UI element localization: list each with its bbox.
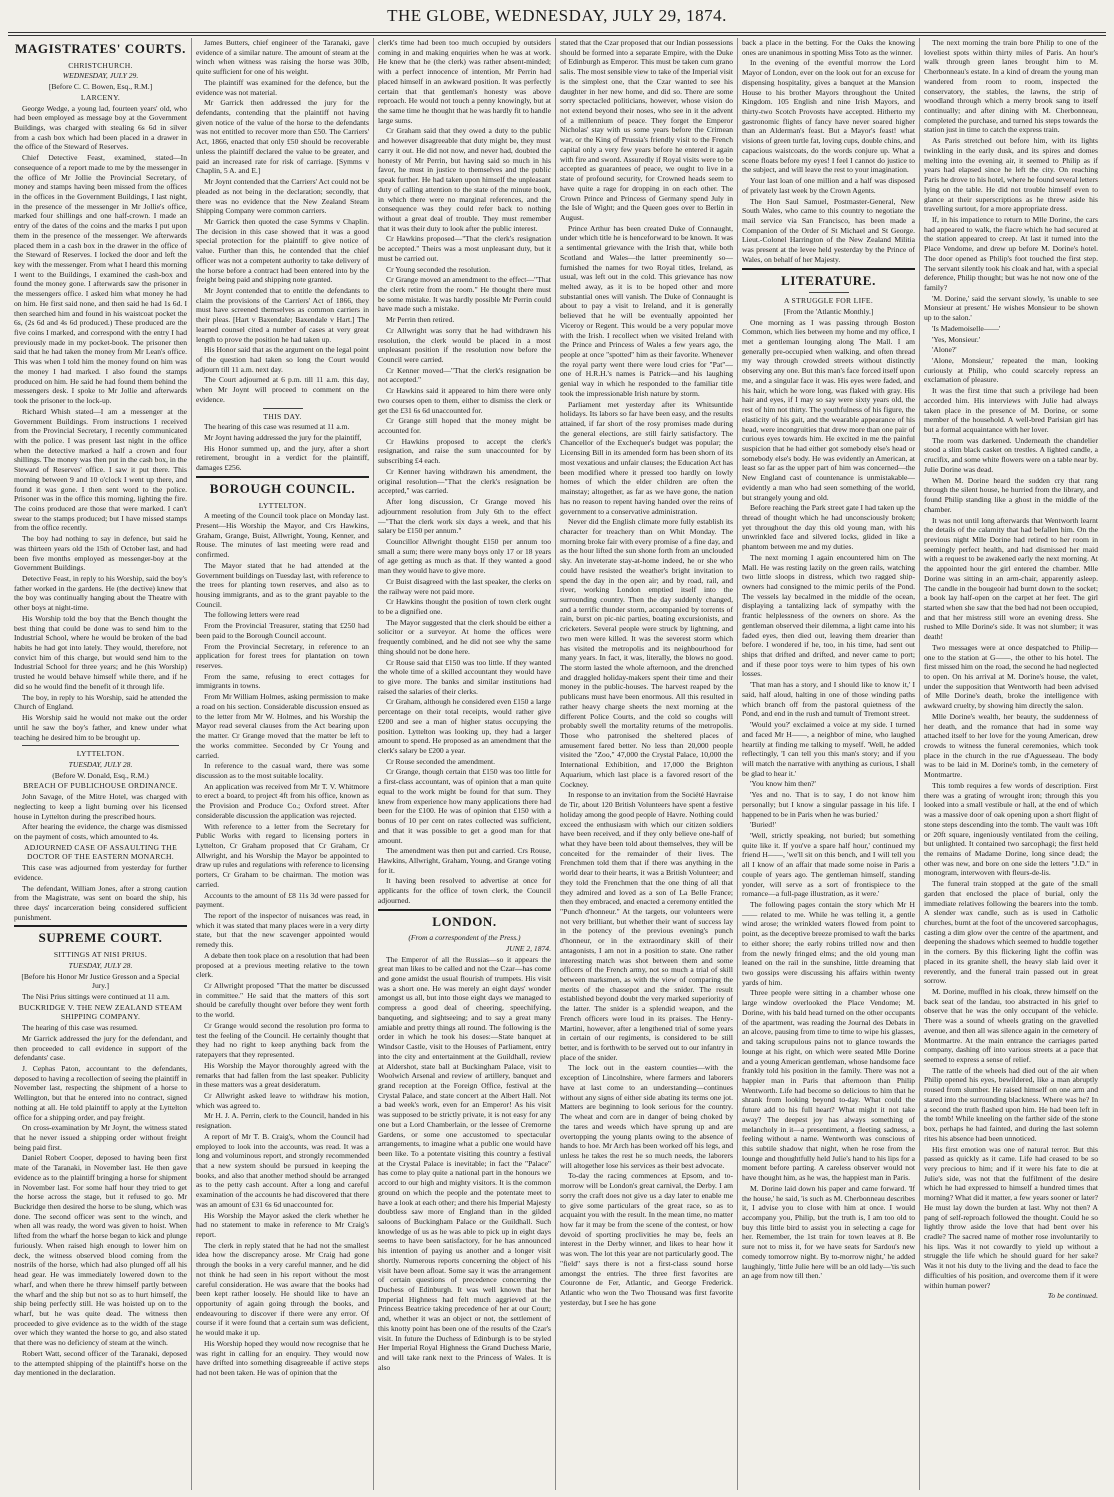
paragraph: 'You know him then?' [750, 779, 816, 789]
paragraph: Cr Kenner moved—"That the clerk's resignation be not accepted." [378, 365, 551, 385]
paragraph: It was not until long afterwards that Wentworth learnt the details of the calamity that had befallen him. On the previous night Mlle Dorine had retired to her room in seemingly perfect health, and had dismissed her maid with a request to be awakened early the next morning. At the appointed hour the girl entered the chamber. Mlle Dorine was sitting in an arm-chair, apparently asleep. The candle in the bougeoir had burnt down to the socket; a book lay half-open on the carpet at her feet. The girl started when she saw that the bed had not been occupied, and that her mistress still wore an evening dress. She rushed to Mlle Dorine's side. It was not slumber; it was death! [924, 515, 1098, 642]
paragraph: From the Provincial Treasurer, stating that £250 had been paid to the Borough Council account. [196, 621, 369, 640]
paragraph: 'Buried!' [750, 820, 776, 830]
paragraph: The next morning I again encountered him on The Mall. He was resting lazily on the green rails, watching two little sloops in distress, which two ragged ship-owners had consigned to the mimic perils of the Pond. The vessels lay becalmed in the middle of the ocean, displaying a tantalizing lack of sympathy with the frantic helplessness of the owners on shore. As the gentleman observed their dilemma, a light came into his faded eyes, then died out, leaving them drearier than before. I wondered if he, too, in his time, had sent out ships that drifted and drifted, and never came to port; and if these poor toys were to him types of his own losses. [742, 552, 915, 679]
paragraph: His Worship hoped they would now recognise that he was right in calling for an enquiry. They would now have drifted into something disagreeable if active steps had not been taken. He was of opinion that the [196, 1338, 369, 1378]
subheading: A STRUGGLE FOR LIFE. [783, 296, 874, 306]
paragraph: From Mr William Holmes, asking permission to make a road on his section. Considerable discussion ensued as to the letter from Mr W. Holmes, and his Worship the Mayor read several clauses from the Act bearing upon the matter. Cr Grange moved that the matter be left to the works committee. Seconded by Cr Young and carried. [196, 692, 369, 760]
column-5 [738, 38, 920, 1490]
paragraph: Cr Buist disagreed with the last speaker, the clerks on the railway were not paid more. [378, 576, 551, 596]
paragraph: The next morning the train bore Philip to one of the loveliest spots within thirty miles of Paris. An hour's walk through green lanes brought him to M. Cherbonneau's estate. In a kind of dream the young man wandered from room to room, inspected the conservatory, the stables, the lawns, the strip of woodland through which a merry brook sang to itself continually; and after dining with M. Cherbonneau, completed the purchase, and turned his steps towards the station just in time to catch the express train. [924, 38, 1098, 135]
paragraph: Cr Grange still hoped that the money might be accounted for. [378, 416, 551, 436]
paragraph: Mr Garrick then quoted the case Symms v Chaplin. The decision in this case showed that it was a good special protection for the plaintiff to give notice of value. Further than this, he contended that the chief officer was not a competent authority to take delivery of the horse before a contract had been entered into by the freight being paid and shipping note granted. [196, 216, 369, 285]
paragraph: John Savage, of the Mitre Hotel, was charged with neglecting to keep a light burning over his licensed house in Lyttelton during the prescribed hours. [14, 792, 187, 821]
paragraph: M. Dorine laid down his paper and came forward. 'If the house,' he said, 'is such as M. Cherbonneau describes it, I advise you to close with him at once. I would accompany you, Philip, but the truth is, I am too old to buy this little bird to assist you in selecting a cage for her. Remember, the 1st train for town leaves at 8. Be sure not to miss it, for we have seats for Sardou's new comedy tomorrow night. By to-morrow night,' he added laughingly, 'little Julie here will be an old lady—'tis such an age from now till then.' [742, 1183, 915, 1281]
paragraph: Mr Perrin then retired. [386, 315, 455, 325]
paragraph: His Honor said that as the argument on the legal point of the question had taken so long the Court would adjourn till 11 a.m. next day. [196, 345, 369, 374]
section-divider [742, 268, 915, 270]
section-heading: BOROUGH COUNCIL. [209, 480, 356, 496]
subheading: LYTTELTON. [76, 749, 125, 759]
paragraph: Cr Hawkins thought the position of town clerk ought to be a dignified one. [378, 597, 551, 616]
paragraph: The Hon Saul Samuel, Postmaster-General, New South Wales, who came to this country to negotiate the mail service via San Francisco, has been made a Companion of the Order of St Michael and St George. Lieut.-Colonel Harrington of the New Zealand Militia was present at the levee held yesterday by the Prince of Wales, on behalf of her Majesty. [742, 196, 915, 264]
paragraph: Mr Garrick addressed the jury for the defendant, and then proceeded to call evidence in support of the defendants' case. [14, 1033, 187, 1063]
divider [22, 745, 179, 746]
paragraph: His Honor summed up, and the jury, after a short retirement, brought in a verdict for the plaintiff, damages £256. [196, 443, 369, 473]
paragraph: Never did the English climate more fully establish its character for treachery than on Whit Monday. The morning broke fair with every promise of a fine day, and as the hour lifted the sun shone forth from an unclouded sky. An inveterate stay-at-home indeed, he or she who could have resisted the weather's bright invitation to spend the day in the open air; and by road, rail, and river, working London emptied itself into the surrounding country. Then the day suddenly changed, and a terrific thunder storm, accompanied by torrents of rain, burst on pic-nic parties, boating excursionists, and cricketers. Several people were struck by lightning, and two men were killed. It was the severest storm which has visited the metropolis and its neighbourhood for many years. In fact, it was, literally, the blows no good. The storm lasted the whole afternoon, and the drenched and draggled holiday-makers spent their time and their money in the public-houses. The harvest reaped by the publicans must have been enormous. All this resulted in rather heavy charge sheets the next morning at the different Police Courts, and the cold so coughs will probably swell the mortality returns of the metropolis. Those who patronised the sheltered places of amusement fared better. No less than 20,000 people visited the "Zoo," 47,000 the Crystal Palace, 10,000 the International Exhibition, and 17,000 the Brighton Aquarium, which last place is a favored resort of the Cockney. [560, 517, 733, 789]
bracket-note: (Before W. Donald, Esq., R.M.) [52, 770, 149, 780]
paragraph: From the same, refusing to erect cottages for immigrants in towns. [196, 671, 369, 691]
paragraph: Cr Grange moved an amendment to the effect—"That the clerk retire from the room." He thought there must be some mistake. It was hardly possible Mr Perrin could have made such a mistake. [378, 275, 551, 314]
paragraph: Cr Graham said that they owed a duty to the public and however disagreeable that duty might be, they must carry it out. He did not now, and never had, doubted the honesty of Mr Perrin, but having said so much in his favor, he must in justice to themselves and the public speak further. He had taken upon himself the unpleasant duty of calling attention to the state of the minute book, in which there were no marginal references, and the consequence was they could refer back to nothing without a great deal of trouble. They must remember that it was their duty to look after the public interest. [378, 126, 551, 233]
newspaper-title: THE GLOBE, WEDNESDAY, JULY 29, 1874. [387, 6, 727, 25]
paragraph: It was the first time that such a privilege had been accorded him. His interviews with Julie had always taken place in the presence of M. Dorine, or some member of the household. A well-bred Parisian girl has but a formal acquaintance with her lover. [924, 386, 1098, 435]
section-divider [196, 476, 369, 478]
paragraph: In the evening of the eventful morrow the Lord Mayor of London, ever on the look out for an excuse for dispensing hospitality, gives a banquet at the Mansion House to his brother Mayors throughout the United Kingdom. 105 English and nine Irish Mayors, and thirty-two Scotch Provosts have accepted. Hitherto my gastronomic flights of fancy have never soared higher than an Alderman's feast. But a Mayor's feast! what visions of green turtle fat, loving cups, double chins, and capacious waistcoats, do the words conjure up. What a scene floats before my eyes! I feel I cannot do justice to the subject, and will leave the rest to your imagination. [742, 58, 915, 175]
section-heading: LITERATURE. [781, 272, 876, 288]
paragraph: Chief Detective Feast, examined, stated—In consequence of a report made to me by the messenger in the office of Mr Jollie the Provincial Secretary, of money and stamps having been missed from the offices in the offices in the Government Buildings, I last night, in the presence of the messenger in Mr Jollie's office, marked four shillings and one half-crown. I made an entry of the dates of the coins and the marks I put upon them in the presence of the messenger. We afterwards placed them in a cash box in the drawer in the office of the Steward of Reserves. I locked the door and left the key with the messenger. From what I heard this morning I went to the Buildings, I examined the cash-box and found the money gone. I afterwards saw the prisoner in the messengers office. I asked him what money he had on him. He first said none, and then said he had 1s 6d. I then searched him and found in his waistcoat pocket the 6s, (2s 6d and 4s 6d produced.) These produced are the five coins I marked, and correspond with the entry I had previously made in my pocket-book. The prisoner then said that he had taken the money from Mr Lean's office. This was when I told him the money found on him was the money I had marked. I also found the stamps produced on him. He said he had found them behind the messengers desk. I spoke to Mr Jollie and afterwards took the prisoner to the lock-up. [14, 153, 187, 406]
short-divider [809, 292, 849, 293]
paragraph: The plaintiff was examined for the defence, but the evidence was not material. [196, 77, 369, 97]
paragraph: It having been resolved to advertise at once for applicants for the office of town clerk, the Council adjourned. [378, 876, 551, 905]
paragraph: The following pages contain the story which Mr H—— related to me. While he was telling it, a gentle wind arose; the wrinkled waters flowed from point to point, as the deceptive breeze promised to waft the barks to either shore; the early robins trilled now and then from the newly fringed elms; and the old young man leaned on the rail in the sunshine, little dreaming that two gossips were discussing his affairs within twenty yards of him. [742, 900, 915, 987]
paragraph: His Worship the Mayor thoroughly agreed with the remarks that had fallen from the last speaker. Publicity in these matters was a great desideratum. [196, 1060, 369, 1090]
subheading: SITTINGS AT NISI PRIUS. [53, 950, 148, 960]
dateline: WEDNESDAY, JULY 29. [62, 71, 139, 81]
section-heading: SUPREME COURT. [38, 930, 163, 946]
columns [10, 38, 1106, 1490]
paragraph: The boy, in reply to his Worship, said he attended the Church of England. [14, 692, 187, 712]
paragraph: The hearing of this case was resumed at 11 a.m. [204, 422, 350, 432]
right-note: JUNE 2, 1874. [505, 943, 551, 953]
paragraph: 'That man has a story, and I should like to know it,' I said, half aloud, halting in one of those winding paths which branch off from the pastoral quietness of the Pond, and end in the rush and tumult of Tremont street. [742, 680, 915, 719]
paragraph: The defendant, William Jones, after a strong caution from the Magistrate, was sent on board the ship, his three days' incarceration being considered sufficient punishment. [14, 883, 187, 922]
paragraph: Cr Allwright was sorry that he had withdrawn his resolution, the clerk would be placed in a most unpleasant position if the resolution now before the Council were carried. [378, 325, 551, 364]
paragraph: Robert Watt, second officer of the Taranaki, deposed to the attempted shipping of the plaintiff's horse on the day mentioned in the declaration. [14, 1348, 187, 1378]
paragraph: Cr Hawkins proposed to accept the clerk's resignation, and raise the sum unaccounted for by subscribing £4 each. [378, 436, 551, 466]
bracket-note: [Before C. C. Bowen, Esq., R.M.] [48, 82, 153, 92]
paragraph: Detective Feast, in reply to his Worship, said the boy's father worked in the gardens. He (the dective) knew that the boy was continually hanging about the Theatre with other boys at night-time. [14, 574, 187, 613]
bracket-note: [Before his Honor Mr Justice Gresson and a Special Jury.] [21, 971, 180, 991]
paragraph: In reference to the casual ward, there was some discussion as to the most suitable locality. [196, 761, 369, 780]
paragraph: George Wedge, a young lad, fourteen years' old, who had been employed as message boy at the Government Buildings, was charged with stealing 6s 6d in silver from a cash box which had been placed in a drawer in the office of the Steward of Reserves. [14, 103, 187, 152]
paragraph: The clerk in reply stated that he had not the smallest idea how the discrepancy arose. Mr Craig had gone through the books in a very careful manner, and he did not think he had seen in his report without the most careful consideration. He was aware that the books had been kept rather loosely. He should like to have an opportunity of again going through the books, and endeavouring to discover if there were any error. Of course if it were found that a certain sum was deficient, he would make it up. [196, 1240, 369, 1338]
paragraph: Cr Grange would second the resolution pro forma to test the feeling of the Council. He certainly thought that they had no right to keep anything back from the ratepayers that they represented. [196, 1020, 369, 1060]
paragraph: The report of the inspector of nuisances was read, in which it was stated that many places were in a very dirty state, but that the new scavenger appointed would remedy this. [196, 911, 369, 950]
paragraph: Mr Joynt contended that the Carriers' Act could not be pleaded as not being in the declaration; secondly, that there was no evidence that the New Zealand Steam Shipping Company were common carriers. [196, 177, 369, 216]
paragraph: This tomb requires a few words of description. First there was a grating of wrought iron; through this you looked into a small vestibule or hall, at the end of which was a massive door of oak opening upon a short flight of stone steps descending into the tomb. The vault was 10ft or 20ft square, ingeniously ventilated from the ceiling, but unlighted. It contained two sarcophagi; the first held the remains of Madame Dorine, long since dead; the other was new, and bore on one side the letters "J.D." in monogram, interwoven with fleurs-de-lis. [924, 780, 1098, 878]
paragraph: The Emperor of all the Russias—so it appears the great man likes to be called and not the Czar—has come and gone amidst the usual flourish of trumpets. His visit was a short one. He was merely an eight days' wonder amongst us all, but into those eight days we managed to compress a good deal of cheering, speechifying, banqueting, and sightseeing; and to say a great many amiable and pretty things all round. The following is the order in which he took his doses:—State banquet at Windsor Castle, visit to the Houses of Parliament, entry into the city and entertainment at the Guildhall, review at Aldershot, state ball at Buckingham Palace, visit to Woolwich Arsenal and review of artillery, banquet and grand reception at the Foreign Office, festival at the Crystal Palace, and state concert at the Albert Hall. Not a bad week's work, even for an Emperor! As his visit was supposed to be strictly private, it is not easy for any one but a Lord Chamberlain, or the lessee of Cremorne Gardens, or some one accustomed to spectacular arrangements, to imagine what a public one would have been like. To a potentate visiting this country a festival at the Crystal Palace is inevitable; in fact the "Palace" has come to play quite a national part in the honours we accord to our high and mighty visitors. It is the common ground on which the people and the potentate meet to have a look at each other; and there his Imperial Majesty doubtless saw more of England than in the gilded saloons of Buckingham Palace or the Guildhall. Such knowledge of us as he was able to pick up in eight days seems to have been satisfactory, for he has announced his intention of paying us another and a longer visit shortly. Numerous reports concerning the object of his visit have been afloat. Some say it was the arrangement of certain questions of precedence concerning the Duchess of Edinburgh. It was well known that her Imperial Highness had felt much aggrieved at the Princess Beatrice taking precedence of her at our Court; and, whether it was an object or not, the settlement of this knotty point has been one of the results of the Czar's visit. In future the Duchess of Edinburgh is to be styled Her Imperial Royal Highness the Grand Duchess Marie, and will take rank next to the Princess of Wales. It is also [378, 954, 551, 1372]
paragraph: stated that the Czar proposed that our Indian possessions should be formed into a separate Empire, with the Duke of Edinburgh as Emperor. This must be taken cum grano salis. The most sensible view to take of the Imperial visit is the simplest one, that the Czar wanted to see his daughter in her new home, and did so. There are some sorry spectacled politicians, however, whose vision do not extend beyond their noses, who see in it the advent of a millennium of peace. They forget the Emperor Nicholas' stay with us some years before the Crimean war, or the King of Prussia's friendly visit to the French capital only a very few years before he entered it again with fire and sword. Assuredly if Royal visits were to be accepted as guarantees of peace, we ought to live in a state of profound security, for Crowned heads seem to have quite a rage for dropping in on each other. The Crown Prince and Princess of Germany spend July in the Isle of Wight; and the Queen goes over to Berlin in August. [560, 38, 734, 222]
paragraph: Cr Hawkins said it appeared to him there were only two courses open to them, either to dismiss the clerk or get the £31 6s 6d unaccounted for. [378, 386, 551, 415]
paragraph: As Paris stretched out before him, with its lights twinkling in the early dusk, and its spires and domes melting into the evening air, it seemed to Philip as if years had elapsed since he left the city. On reaching Paris he drove to his hotel, where he found several letters lying on the table. He did not trouble himself even to glance at their superscriptions as he threw aside his travelling surtout, for a more appropriate dress. [924, 136, 1098, 214]
right-note: To be continued. [1047, 1291, 1098, 1301]
paragraph: The amendment was then put and carried. Crs Rouse, Hawkins, Allwright, Graham, Young, and Grange voting for it. [378, 846, 551, 875]
paragraph: His first emotion was one of natural terror. But this passed as quickly as it came. Life had ceased to be so very precious to him; and if it were his fate to die at Julie's side, was not that the fulfilment of the desire which he had expressed to himself a hundred times that morning? What did it matter, a few years sooner or later? He must lay down the burden at last. Why not then? A pang of self-reproach followed the thought. Could he so lightly throw aside the love that had bent over his cradle? The sacred name of mother rose involuntarily to his lips. Was it not cowardly to yield up without a struggle the life which he should guard for her sake? Was it not his duty to the living and the dead to face the difficulties of his position, and overcome them if it were within human power? [924, 1144, 1098, 1290]
paragraph: Two messages were at once despatched to Philip—one to the station at G——, the other to his hotel. The first missed him on the road, the second he had neglected to open. On his arrival at M. Dorine's house, the valet, under the supposition that Wentworth had been advised of Mlle Dorine's death, broke the intelligence with awkward cruelty, by showing him directly the salon. [924, 642, 1098, 711]
paragraph: Cr Kenner having withdrawn his amendment, the original resolution—"That the clerk's resignation be accepted," was carried. [378, 466, 551, 496]
section-heading: MAGISTRATES' COURTS. [15, 41, 186, 56]
paragraph: Daniel Robert Cooper, deposed to having been first mate of the Taranaki, in November last. He then gave evidence as to the plaintiff bringing a horse for shipment in November last. For some half hour they tried to get the horse across the stage, but it refused to go. Mr Buckridge then desired the horse to be slung, which was done. The second officer was sent to the winch, and when all was ready, the word was given to hoist. When lifted from the wharf the horse began to kick and plunge furiously. When raised high enough to lower him on deck, the witness observed blood coming from the nostrils of the horse, which had also plunged off all his head gear. He was immediately lowered down to the wharf, and when there he threw himself partly between the wharf and the ship but not so as to hurt himself, the ship being perfectly still. He was hoisted up on to the wharf, but he was quite dead. The witness then proceeded to give evidence as to the width of the stage over which they wanted the horse to go, and also stated that there was no deficiency of steam at the winch. [14, 1153, 187, 1348]
masthead [0, 0, 1114, 30]
section-heading: LONDON. [432, 913, 497, 929]
paragraph: Councillor Allwright thought £150 per annum too small a sum; there were many boys only 17 or 18 years of age getting as much as that. If they wanted a good man they would have to give more. [378, 536, 551, 576]
masthead-rule [8, 32, 1106, 36]
paragraph: With reference to a letter from the Secretary for Public Works with regard to licensing porters in Lyttelton, Cr Graham proposed that Cr Graham, Cr Allwright, and his Worship the Mayor be appointed to draw up rules and regulations with reference to licensing porters, Cr Graham to be chairman. The motion was carried. [196, 821, 369, 889]
paragraph: The Court adjourned at 6 p.m. till 11 a.m. this day, when Mr Joynt will proceed to comment on the evidence. [196, 375, 369, 404]
paragraph: Cr Graham, although he considered even £150 a large percentage on their total receipts, would rather give £200 and see a man of higher status occupying the position. Lyttelton was looking up, they had a larger amount to spend. He proposed as an amendment that the clerk's salary be £200 a year. [378, 697, 551, 756]
paragraph: His Worship said he would not make out the order until he saw the boy's father, and knew under what teaching he desired him to be brought up. [14, 713, 187, 742]
paragraph: This case was adjourned from yesterday for further evidence. [14, 863, 187, 882]
subheading: BREACH OF PUBLICHOUSE ORDINANCE. [23, 781, 178, 791]
paragraph: In response to an invitation from the Société Havraise de Tir, about 120 British Volunteers have spent a festive holiday among the good people of Havre. Nothing could exceed the enthusiasm with which our citizen soldiers have been received, and if they only believe one-half of what they have been told about themselves, they will be conceited for the remainder of their lives. The Frenchmen told them that if there was anything in the world dear to their hearts, it was a British Volunteer; and they told the Frenchmen that the one thing of all that they admired and loved as a son of La Belle France; then they embraced, and enacted a ceremony entitled the "Punch d'honneur." At the targets, our volunteers were not very brilliant, but whether their want of success lay in the potency of the previous evening's punch d'honneur, or in the extraordinary skill of their antagonists, I am not in a position to state. One rather interesting match was shot between them and some officers of the French army, not so much a trial of skill between marksmen, as with the view of comparing the merits of the chassepot and the snider. The result established beyond doubt the very marked superiority of the latter. The snider is a splendid weapon, and the French officers were loud in its praises. The Henry-Martini, however, after a lengthened trial of some years in certain of our regiments, is considered to be still better, and is forthwith to be served out to our infantry in place of the snider. [560, 790, 733, 1062]
paragraph: To-day the racing commences at Epsom, and to-morrow will be London's great carnival, the Derby. I am sorry the craft does not give us a day later to enable me to give some particulars of the great race, so as to acquaint you with the result. In the mean time, no matter how far it may be from the scene of the contest, or how devoid of sporting proclivities he may be, feels an interest in the Derby winner, and likes to hear how it was won. The lot this year are not particularly good. The "field" says there is not a first-class sound horse amongst the entries. The three first favorites are Couronne de Fer, Atlantic, and George Frederick. Atlantic who won the Two Thousand was first favorite yesterday, but I see he has gone [560, 1171, 733, 1307]
paragraph: 'Is Mademoiselle——' [932, 323, 1001, 333]
paragraph: Mr Joynt having addressed the jury for the plaintiff, [204, 433, 362, 443]
paragraph: Mr H. J. A. Perrin, clerk to the Council, handed in his resignation. [196, 1111, 369, 1131]
paragraph: M. Dorine, muffled in his cloak, threw himself on the back seat of the landau, too abstracted in his grief to observe that he was the only occupant of the vehicle. There was a sound of wheels grating on the gravelled avenue, and then all was silence again in the cemetery of Montmartre. At the main entrance the carriages parted company, dashing off into various streets at a pace that seemed to express a sense of relief. [924, 987, 1098, 1065]
paragraph: The following letters were read [204, 610, 300, 620]
paragraph: The lock out in the eastern counties—with the exception of Lincolnshire, where farmers and laborers have at last come to an understanding—continues without any signs of either side abating its terms one jot. Matters are beginning to look serious for the country. The wheat and corn are in danger of being choked by the tares and weeds which have sprung up and are overtopping the young plants owing to the absence of hands to hoe. Mr Arch has been worked off his legs, and unless he takes the rest he so much needs, the laborers will altogether lose his services as their best advocate. [560, 1063, 733, 1170]
paragraph: Mr Joynt contended that to entitle the defendants to claim the provisions of the Carriers' Act of 1866, they must have screened themselves as common carriers in their pleas. [Hart v Baxendale; Baxendale v Hart.] The learned counsel cited a number of cases at very great length to prove the position he had taken up. [196, 285, 369, 344]
column-2 [192, 38, 374, 1490]
paragraph: One morning as I was passing through Boston Common, which lies between my home and my office, I met a gentleman lounging along The Mall. I am generally pre-occupied when walking, and often thread my way through crowded streets without distinctly observing any one. But this man's face forced itself upon me, and a singular face it was. His eyes were faded, and his hair, which he wore long, was flaked with gray. His hair and eyes, if I may so say were sixty years old, the rest of him not thirty. The youthfulness of his figure, the elasticity of his gait, and the wearable appearance of his head, were incongruities that drew more than one pair of curious eyes towards him. He excited in me the painful suspicion that he had either got somebody else's head or somebody else's body. He was evidently an American, at least so far as the upper part of him was concerned—the New England cast of countenance is unmistakable—evidently a man who had seen something of the world, but strangely young and old. [742, 317, 915, 502]
paragraph: Parliament met yesterday after its Whitsuntide holidays. Its labors so far have been easy, and the results attained, if far short of the rosy promises made during the general elections, are still fairly satisfactory. The Chancellor of the Exchequer's budget was popular; the Licensing Bill in its amended form has been shorn of its most vexatious and unfair clauses; the Education Act has been modified where it pressed too hardly on lowly homes of which the elder children are often the mainstay; altogether, as far as we have gone, the nation has no reason to repent having handed over the reins of government to a conservative administration. [560, 399, 733, 516]
paragraph: The funeral train stopped at the gate of the small garden that enclosed the place of burial, only the immediate relatives following the bearers into the tomb. A slender wax candle, such as is used in Catholic churches, burnt at the foot of the uncovered sarcophagus, casting a dim glow over the centre of the apartment, and deepening the shadows which seemed to huddle together in the corners. By this flickering light the coffin was placed in its granite shell, the heavy slab laid over it reverently, and the funeral train passed out in great sorrow. [924, 879, 1098, 986]
paragraph: back a place in the betting. For the Oaks the knowing ones are unanimous in spotting Miss Toto as the winner. [742, 38, 915, 57]
subheading: CHRISTCHURCH. [68, 60, 133, 70]
paragraph: 'Well, strictly speaking, not buried; but something quite like it. If you've a spare half hour,' continued my friend H——, 'we'll sit on this bench, and I will tell you all I know of an affair that made some noise in Paris a couple of years ago. The gentleman himself, standing yonder, will serve as a sort of frontispiece to the romance—a full-page illustration, as it were.' [742, 830, 915, 899]
paragraph: Cr Grange, though certain that £150 was too little for a first-class accountant, was of opinion that a man quite equal to the work might be found for that sum. They knew from experience how many applications there had been for the £100. He was of opinion that £150 with a bonus of 10 per cent on rates collected was sufficient, and that it was possible to get a good man for that amount. [378, 767, 551, 845]
paragraph: J. Cephas Paton, accountant to the defendants, deposed to having a recollection of seeing the plaintiff in November last, respecting the shipment of a horse to Wellington, but that he entered into no contract, signed nothing at all. He told plaintiff to apply at the Lyttelton office for a shipping order, and pay freight. [14, 1063, 187, 1122]
column-1 [10, 38, 192, 1490]
section-divider [378, 909, 551, 911]
bracket-note: [From the 'Atlantic Monthly.] [783, 306, 874, 316]
paragraph: After hearing the evidence, the charge was dismissed on the payment of costs, which amounted to 4s. [14, 822, 187, 841]
paragraph: Your last loan of one million and a half was disposed of privately last week by the Crown Agents. [742, 176, 915, 195]
paragraph: Cr Rouse seconded the amendment. [386, 756, 496, 766]
paragraph: His Worship told the boy that the Bench thought the best thing that could be done was to send him to the Industrial School, where he would be broken of the bad habits he had got into lately. They would, therefore, not convict him of this charge, but would send him to the Industrial School for three years; and he (his Worship) trusted he would behave himself while there, and if he did so he would find the benefit of it through life. [14, 613, 187, 691]
paragraph: Cr Allwright asked leave to withdraw his motion, which was agreed to. [196, 1090, 369, 1110]
column-6 [920, 38, 1102, 1490]
column-3 [374, 38, 556, 1490]
paragraph: Three people were sitting in a chamber whose one large window overlooked the Place Vendome; M. Dorine, with his bald head turned on the other occupants of the apartment, was reading the Journal des Debats in an alcove, pausing from time to time to wipe his glasses, and taking scrupulous pains not to glance towards the lounge at his right, on which were seated Mlle Dorine and a young American gentleman, whose handsome face frankly told his position in the family. There was not a happier man in Paris that afternoon than Philip Wentworth. Life had become so delicious to him that he shrank from looking beyond to-day. What could the future add to his full heart? What might it not take away? The deepest joy has always something of melancholy in it—a presentiment, a fleeting sadness, a feeling without a name. Wentworth was conscious of this subtile shadow that night, when he rose from the lounge and thoughtfully held Julie's hand to his lips for a moment before parting. A careless observer would not have thought him, as he was, the happiest man in Paris. [742, 988, 915, 1183]
paragraph: clerk's time had been too much occupied by outsiders coming in and making enquiries when he was at work. He knew that he (the clerk) was rather absent-minded; with a perfect innocence of intention, Mr Perrin had placed himself in an awkward position. It was perfectly certain that that gentleman's honesty was above reproach. He would not touch a penny knowingly, but at the same time he thought that he was hardly fit to handle large sums. [378, 38, 551, 125]
paragraph: When M. Dorine heard the sudden cry that rang through the silent house, he hurried from the library, and found Philip standing like a ghost in the middle of the chamber. [924, 475, 1098, 514]
paragraph: His Worship the Mayor asked the clerk whether he had no statement to make in reference to Mr Craig's report. [196, 1210, 369, 1239]
paragraph: The Nisi Prius sittings were continued at 11 a.m. [22, 991, 170, 1001]
paragraph: Cr Allwright proposed "That the matter be discussed in committee." He said that the matters of this sort should be carefully thought over before they went forth to the world. [196, 981, 369, 1020]
paragraph: The Mayor stated that he had attended at the Government buildings on Tuesday last, with reference to the trees for planting town reserves, and also as to housing immigrants, and as to the grant payable to the Council. [196, 560, 369, 609]
paragraph: The hearing of this case was resumed. [22, 1023, 138, 1033]
paragraph: Cr Young seconded the resolution. [386, 264, 491, 274]
paragraph: Accounts to the amount of £8 11s 3d were passed for payment. [196, 890, 369, 910]
paragraph: Mr Garrick then addressed the jury for the defendants, contending that the plaintiff not having given notice of the value of the horse to the defendants was not entitled to recover more than £50. The Carriers' Act, 1866, enacted that only £50 should be recoverable unless the plaintiff declared the value to be greater, and paid an increased rate for risk of carriage. [Symms v Chaplin, 5 A. and E.] [196, 98, 369, 176]
paragraph: Cr Rouse said that £150 was too little. If they wanted the whole time of a skilled accountant they would have to give more. The banks and similar institutions had raised the salaries of their clerks. [378, 657, 551, 696]
dateline: TUESDAY, JULY 28. [68, 759, 133, 769]
paragraph: A report of Mr T. B. Craig's, whom the Council had employed to look into the accounts, was read. It was a long and voluminous report, and strongly recommended that a new system should be pursued in keeping the books, and also that another method should be arranged as to the petty cash account. After a long and careful examination of the accounts he had discovered that there was an amount of £31 6s 6d unaccounted for. [196, 1131, 369, 1209]
paragraph: The Mayor suggested that the clerk should be either a solicitor or a surveyor. At home the offices were frequently combined, and he did not see why the same thing should not be done here. [378, 617, 551, 656]
dateline: (From a correspondent of the Press.) [408, 933, 521, 943]
paragraph: 'Yes, Monsieur.' [932, 334, 981, 344]
paragraph: The rattle of the wheels had died out of the air when Philip opened his eyes, bewildered, like a man abruptly roused from slumber. He raised himself on one arm and stared into the surrounding blackness. Where was he? In a second the truth flashed upon him. He had been left in the tomb! While kneeling on the farther side of the stone box, perhaps he had fainted, and during the last solemn rites his absence had been unnoticed. [924, 1065, 1098, 1143]
paragraph: The boy had nothing to say in defence, but said he was thirteen years old the 15th of October last, and had been five months employed as messenger-boy at the Government Buildings. [14, 534, 187, 573]
subheading: BUCKRIDGE V. THE NEW ZEALAND STEAM SHIPPING COMPANY. [18, 1002, 183, 1022]
column-4 [556, 38, 738, 1490]
paragraph: After long discussion, Cr Grange moved his adjournment resolution from July 6th to the effect—"That the clerk work six days a week, and that his salary be £150 per annum." [378, 497, 551, 536]
paragraph: On cross-examination by Mr Joynt, the witness stated that he never issued a shipping order without freight being paid first. [14, 1123, 187, 1152]
paragraph: Prince Arthur has been created Duke of Connaught, under which title he is henceforward to be known. It was a sentimental grievance with the Irish that, while both Scotland and Wales—the latter preeminently so—furnished the names for two Royal titles, Ireland, as usual, was left out in the cold. This grievance has now melted away, as it is to be hoped other and more substantial ones will vanish. The Duke of Connaught is about to pay a visit to Ireland, and it is generally believed that he will be eventually appointed her Viceroy or Regent. This would be a very popular move with the Irish. I recollect when we visited Ireland with the Prince and Princess of Wales a few years ago, the people at once "spotted" him as their favorite. Whenever the royal party went there were loud cries for "Pat"—one of H.R.H.'s names is Patrick—and his laughing genial way in which he responded to the familiar title took the impressionable Irish nature by storm. [560, 223, 733, 398]
paragraph: If, in his impatience to return to Mlle Dorine, the cars had appeared to walk, the fiacre which he had secured at the station appeared to creep. At last it turned into the Place Vendome, and drew up before M. Dorine's hotel. The door opened as Philip's foot touched the first step. The servant silently took his cloak and hat, with a special deference, Philip thought; but was he not now one of the family? [924, 214, 1098, 292]
paragraph: The room was darkened. Underneath the chandelier stood a slim black casket on trestles. A lighted candle, a crucifix, and some white flowers were on a table near by. Julie Dorine was dead. [924, 435, 1098, 474]
dateline: TUESDAY, JULY 28. [68, 960, 133, 970]
paragraph: An application was received from Mr T. V. Whitmore to erect a board, to project 4ft from his office, known as the Provision and Produce Co.; Oxford street. After considerable discussion the application was rejected. [196, 781, 369, 820]
paragraph: Cr Hawkins proposed—"That the clerk's resignation be accepted." Theirs was a most unpleasant duty, but it must be carried out. [378, 234, 551, 263]
paragraph: 'Would you?' exclaimed a voice at my side. I turned and faced Mr H——, a neighbor of mine, who laughed heartily at finding me talking to myself. 'Well, he added reflectingly, 'I can tell you this man's story; and if you will match the narrative with anything as curious, I shall be glad to hear it.' [742, 720, 915, 778]
paragraph: Richard Whish stated—I am a messenger at the Government Buildings. From instructions I received from the Provincial Secretary, I recently communicated with the police. I was present last night in the office when the detective marked a half a crown and four shillings. The money was then put in the cash box, in the Steward of Reserves' office. I saw it put there. This morning between 9 and 10 o'clock I went up there, and found it was gone. I then sent word to the police. Prisoner was in the office this morning, lighting the fire. The coins produced are those that were marked. I can't swear to the stamps produced; but I have missed stamps from the office recently. [14, 406, 187, 533]
paragraph: Mlle Dorine's wealth, her beauty, the suddenness of her death, and the romance that had in some way attached itself to her love for the young American, drew crowds to witness the funeral ceremonies, which took place in the church in the rue d'Aguesseau. The body was to be laid in M. Dorine's tomb, in the cemetery of Montmartre. [924, 711, 1098, 780]
paragraph: A meeting of the Council took place on Monday last. Present—His Worship the Mayor, and Crs Hawkins, Graham, Grange, Buist, Allwright, Young, Kenner, and Rouse. The minutes of last meeting were read and confirmed. [196, 511, 369, 560]
section-divider [14, 925, 187, 927]
paragraph: 'Alone?' [932, 345, 957, 355]
subheading: LARCENY. [80, 92, 121, 102]
paragraph: A debate then took place on a resolution that had been proposed at a previous meeting relative to the town clerk. [196, 950, 369, 980]
paragraph: James Butters, chief engineer of the Taranaki, gave evidence of a similar nature. The amount of steam at the winch when witness was raising the horse was 30lb, quite sufficient for one of his weight. [196, 38, 369, 77]
paragraph: 'M. Dorine,' said the servant slowly, 'is unable to see Monsieur at present.' He wishes Monsieur to be shown up to the salon.' [924, 293, 1098, 323]
paragraph: 'Alone, Monsieur,' repeated the man, looking curiously at Philip, who could scarcely repress an exclamation of pleasure. [924, 356, 1098, 385]
paragraph: 'Yes and no. That is to say, I do not know him personally; but I know a singular passage in his life. I happened to be in Paris when he was buried.' [742, 790, 915, 819]
subheading: LYTTELTON. [258, 500, 307, 510]
short-divider [263, 408, 303, 409]
subheading: THIS DAY. [263, 411, 302, 421]
paragraph: Before reaching the Park street gate I had taken up the thread of thought which he had unconsciously broken; yet throughout the day this old young man, with his unwrinkled face and silvered locks, glided in like a phantom between me and my duties. [742, 503, 915, 552]
subheading: ADJOURNED CASE OF ASSAULTING THE DOCTOR OF THE EASTERN MONARCH. [23, 842, 178, 862]
paragraph: From the Provincial Secretary, in reference to an application for forest trees for plantation on town reserves. [196, 641, 369, 671]
